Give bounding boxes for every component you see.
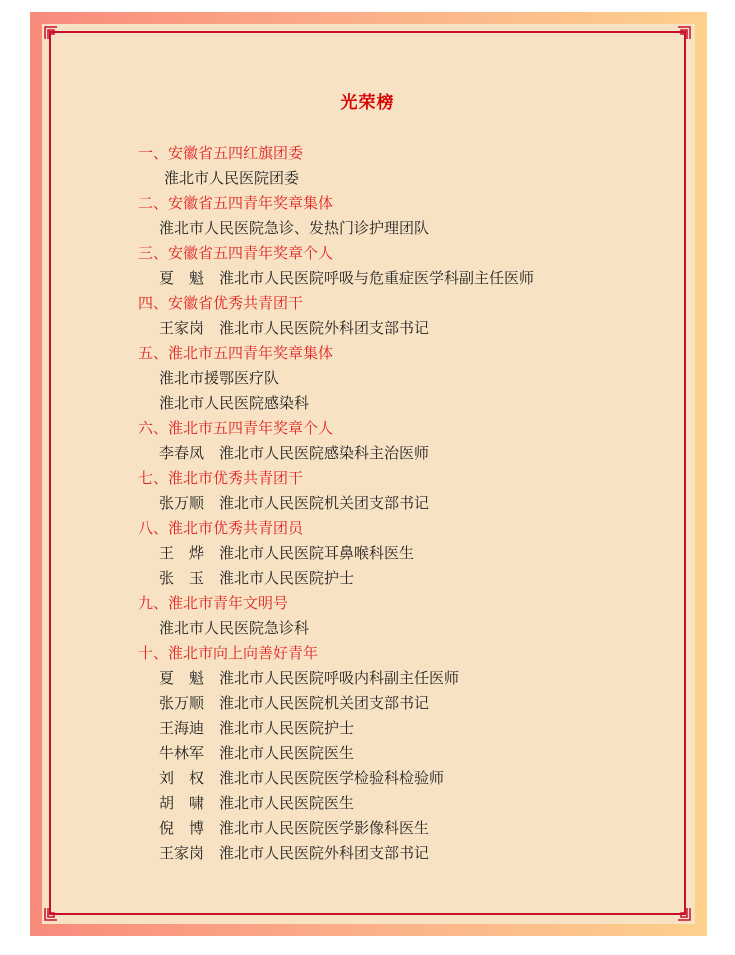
honor-entry: [138, 266, 534, 291]
honoree-description: 淮北市人民医院团委: [164, 169, 300, 187]
honoree-description: 淮北市人民医院机关团支部书记: [219, 494, 430, 512]
honoree-name: 刘 权: [159, 769, 205, 787]
honoree-name: 王家岗: [159, 319, 205, 337]
honor-entry: [138, 766, 534, 791]
honor-entry: [138, 316, 534, 341]
honoree-name: 王海迪: [159, 719, 205, 737]
honor-entry: [138, 691, 534, 716]
honoree-name: 李春凤: [159, 444, 205, 462]
honoree-description: 淮北市人民医院外科团支部书记: [219, 844, 430, 862]
honoree-name: 张万顺: [159, 694, 205, 712]
honor-entry: [138, 541, 534, 566]
section-heading: 八、淮北市优秀共青团员: [138, 519, 304, 537]
section-heading: 四、安徽省优秀共青团干: [138, 294, 304, 312]
honoree-name: 王家岗: [159, 844, 205, 862]
honor-entry: [138, 166, 534, 191]
honoree-description: 淮北市援鄂医疗队: [159, 369, 280, 387]
honor-entry: [138, 491, 534, 516]
honor-entry: [138, 216, 534, 241]
honor-entry: [138, 791, 534, 816]
honor-entry: [138, 666, 534, 691]
honoree-description: 淮北市人民医院机关团支部书记: [219, 694, 430, 712]
honoree-description: 淮北市人民医院医学影像科医生: [219, 819, 430, 837]
honor-entry: [138, 566, 534, 591]
honor-entry: [138, 366, 534, 391]
honoree-description: 淮北市人民医院呼吸与危重症医学科副主任医师: [219, 269, 535, 287]
section-heading: 六、淮北市五四青年奖章个人: [138, 419, 334, 437]
honoree-description: 淮北市人民医院外科团支部书记: [219, 319, 430, 337]
section-heading: 十、淮北市向上向善好青年: [138, 644, 319, 662]
honor-list: [138, 141, 534, 866]
section-heading: 二、安徽省五四青年奖章集体: [138, 194, 334, 212]
honoree-description: 淮北市人民医院护士: [219, 719, 355, 737]
honoree-description: 淮北市人民医院呼吸内科副主任医师: [219, 669, 460, 687]
honoree-name: 张 玉: [159, 569, 205, 587]
honoree-name: 倪 博: [159, 819, 205, 837]
section-heading: 一、安徽省五四红旗团委: [138, 144, 304, 162]
honoree-name: 王 烨: [159, 544, 205, 562]
honoree-description: 淮北市人民医院急诊、发热门诊护理团队: [159, 219, 430, 237]
honoree-name: 牛林军: [159, 744, 205, 762]
honoree-description: 淮北市人民医院医生: [219, 794, 355, 812]
honor-entry: [138, 616, 534, 641]
section-heading: 七、淮北市优秀共青团干: [138, 469, 304, 487]
honoree-description: 淮北市人民医院感染科主治医师: [219, 444, 430, 462]
honoree-description: 淮北市人民医院医学检验科检验师: [219, 769, 445, 787]
honoree-description: 淮北市人民医院耳鼻喉科医生: [219, 544, 415, 562]
section-heading: 五、淮北市五四青年奖章集体: [138, 344, 334, 362]
corner-ornament-top-right: [677, 26, 691, 40]
honoree-name: 夏 魁: [159, 669, 205, 687]
corner-ornament-bottom-right: [677, 907, 691, 921]
section-heading: 三、安徽省五四青年奖章个人: [138, 244, 334, 262]
honoree-description: 淮北市人民医院护士: [219, 569, 355, 587]
honoree-description: 淮北市人民医院感染科: [159, 394, 310, 412]
honoree-description: 淮北市人民医院急诊科: [159, 619, 310, 637]
honor-entry: [138, 441, 534, 466]
honor-entry: [138, 816, 534, 841]
honor-entry: [138, 391, 534, 416]
honor-entry: [138, 741, 534, 766]
section-heading: 九、淮北市青年文明号: [138, 594, 289, 612]
honoree-description: 淮北市人民医院医生: [219, 744, 355, 762]
corner-ornament-top-left: [44, 26, 58, 40]
honoree-name: 夏 魁: [159, 269, 205, 287]
page-title: 光荣榜: [340, 93, 395, 113]
honor-entry: [138, 716, 534, 741]
corner-ornament-bottom-left: [44, 907, 58, 921]
honor-entry: [138, 841, 534, 866]
honoree-name: 张万顺: [159, 494, 205, 512]
honoree-name: 胡 啸: [159, 794, 205, 812]
